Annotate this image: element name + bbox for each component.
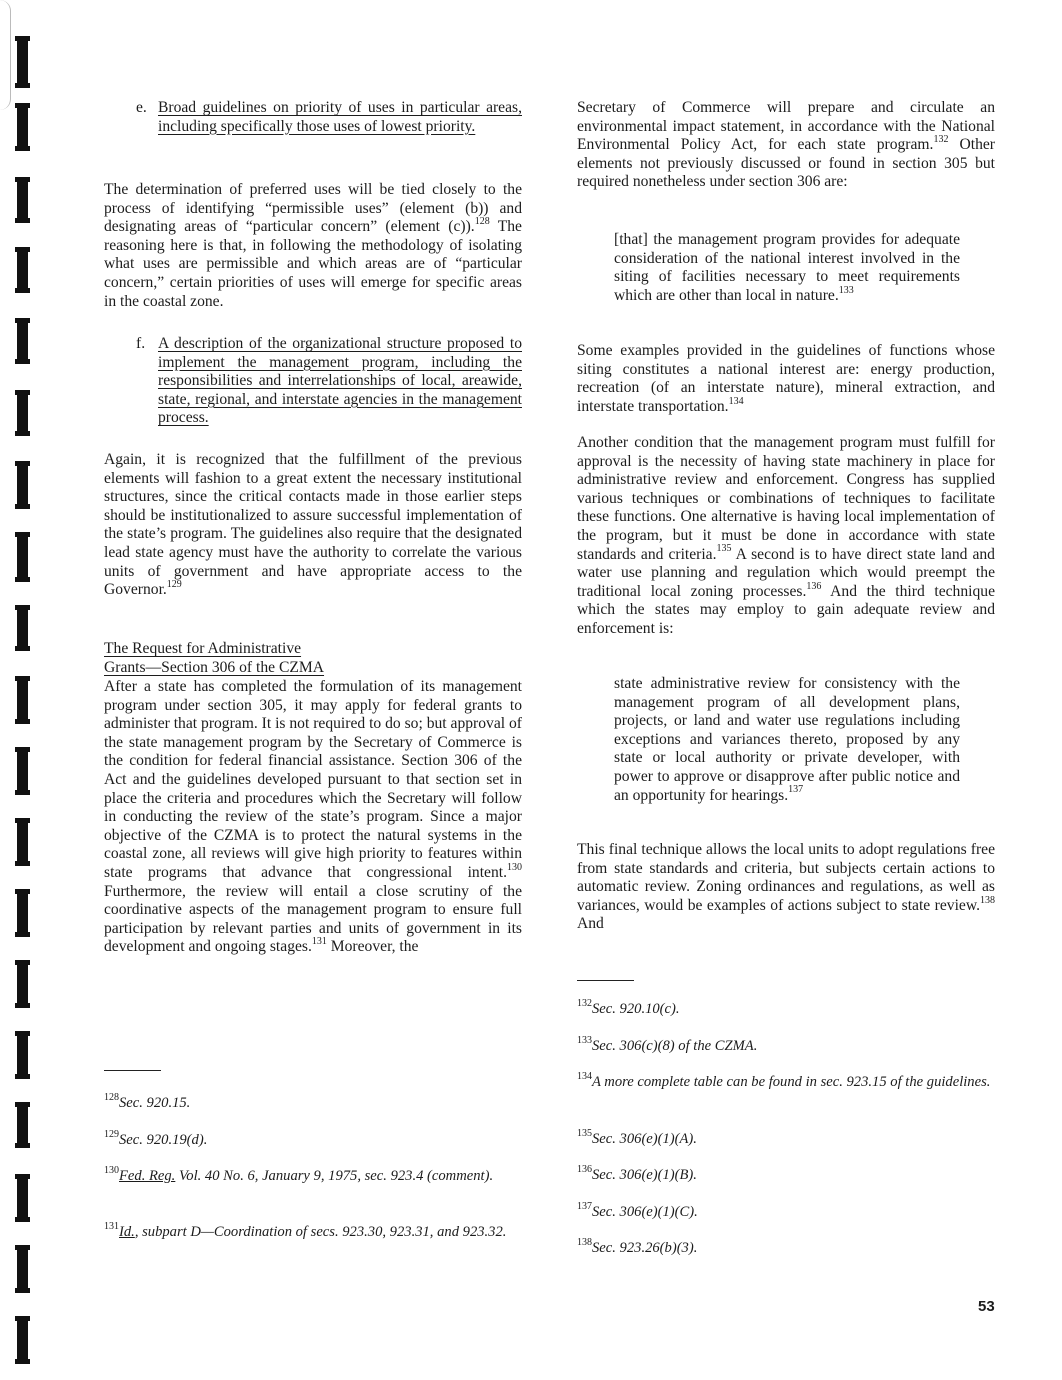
list-item-text: A description of the organizational structure proposed to implement the management program, including the responsibilities and interrelationships of local, areawide, state, regional, and interstate agencies in the management process. — [158, 335, 522, 427]
footnote-ref: 128 — [474, 216, 490, 227]
binding-mark — [17, 747, 28, 795]
binding-mark — [17, 177, 28, 223]
binding-mark — [17, 889, 28, 937]
footnote-131: $^{131}$Id., subpart D—Coordination of secs. 923.30, 923.31, and 923.32. — [104, 1221, 507, 1240]
paragraph-secretary: Secretary of Commerce will prepare and circulate an environmental impact statement, in accordance with the National Environmental Policy Act, for each state program.$^{132}$ Other elements not previously discussed or found in section 305 but required nonetheless under section 306 are: — [577, 99, 995, 191]
footnote-ref: 133 — [838, 284, 854, 296]
footnote-132: $^{132}$Sec. 920.10(c). — [577, 998, 680, 1017]
list-item-label: e. — [136, 99, 147, 116]
binding-mark — [17, 390, 28, 436]
footnote-ref: 134 — [728, 395, 744, 407]
footnote-ref: 129 — [166, 578, 182, 590]
footnote-ref: 137 — [788, 784, 804, 796]
binding-mark — [17, 1245, 28, 1293]
page-number: 53 — [978, 1298, 995, 1315]
paragraph-final-technique: This final technique allows the local units to adopt regulations free from state standards and criteria, but subjects certain actions to automatic review. Zoning ordinances and regulations, as well as variances, would be examples of actions subject to state review.$^{138}$ And — [577, 841, 995, 933]
footnote-134: $^{134}$A more complete table can be found in sec. 923.15 of the guidelines. — [577, 1071, 991, 1090]
binding-mark — [17, 247, 28, 293]
paragraph-request-grants: After a state has completed the formulation of its management program under section 305, it may apply for federal grants to administer that program. It is not required to do so; but approval of the state management program by the Secretary of Commerce is the condition for federal financial assistance. Section 306 of the Act and the guidelines developed pursuant to that section set in place the criteria and procedures which the Secretary will follow in conducting the review of the state’s program. Since a major objective of the CZMA is to protect the natural systems in the coastal zone, all reviews will give high priority to features within state programs that advance that congressional intent.$^{130}$ Furthermore, the review will entail a close scrutiny of the coordinative aspects of the management program to ensure full participation by relevant parties and units of government in its development and ongoing stages.$^{131}$ Moreover, the — [104, 678, 522, 956]
list-item-text: Broad guidelines on priority of uses in particular areas, including specifically those uses of lowest priority. — [158, 99, 522, 135]
block-quote-state-review: state administrative review for consistency with the management program of all development plans, projects, or land and water use regulations including exceptions and variances thereto, proposed by any state or local authority or private developer, with power to approve or disapprove after public notice and an opportunity for hearings.$^{137}$ — [614, 675, 960, 804]
footnote-135: $^{135}$Sec. 306(e)(1)(A). — [577, 1128, 697, 1147]
footnote-separator — [577, 980, 634, 981]
footnote-136: $^{136}$Sec. 306(e)(1)(B). — [577, 1164, 697, 1183]
footnote-137: $^{137}$Sec. 306(e)(1)(C). — [577, 1201, 698, 1220]
footnote-ref: 136 — [806, 580, 822, 592]
block-quote-national-interest: [that] the management program provides for adequate consideration of the national interest involved in the siting of facilities necessary to meet requirements which are other than local in nature.$^{133}$ — [614, 231, 960, 304]
footnote-ref: 138 — [980, 894, 995, 906]
section-heading-line2: Grants—Section 306 of the CZMA — [104, 659, 325, 676]
page-edge-shadow — [0, 0, 11, 110]
footnote-129: $^{129}$Sec. 920.19(d). — [104, 1129, 208, 1148]
binding-mark — [17, 36, 28, 88]
binding-mark — [17, 605, 28, 651]
binding-mark — [17, 818, 28, 866]
footnote-130: $^{130}$Fed. Reg. Vol. 40 No. 6, January 9, 1975, sec. 923.4 (comment). — [104, 1165, 494, 1184]
footnote-ref: 132 — [933, 134, 949, 145]
binding-mark — [17, 1316, 28, 1364]
binding-mark — [17, 960, 28, 1008]
paragraph-review-enforcement: Another condition that the management program must fulfill for approval is the necessity of having state machinery in place for administrative review and enforcement. Congress has supplied various techniques or combinations of techniques to facilitate these functions. One alternative is having local implementation of the program, but it must be done in accordance with state standards and criteria.$^{135}$ A second is to have direct state land and water use planning and regulation which would preempt the traditional local zoning processes.$^{136}$ And the third technique which the states may employ to gain adequate review and enforcement is: — [577, 434, 995, 637]
paragraph-preferred-uses: The determination of preferred uses will be tied closely to the process of identifying “permissible uses” (element (b)) and designating areas of “particular concern” (element (c)).$^{128}$ The reasoning here is that, in following the methodology of isolating what uses are permissible and which areas are of “particular concern,” certain priorities of uses will emerge for specific areas in the coastal zone. — [104, 181, 522, 310]
section-heading-line1: The Request for Administrative — [104, 640, 302, 657]
footnote-138: $^{138}$Sec. 923.26(b)(3). — [577, 1237, 698, 1256]
binding-mark — [17, 1031, 28, 1079]
paragraph-siting-examples: Some examples provided in the guidelines of functions whose siting constitutes a national interest are: energy production, recreation (of an interstate nature), mineral extraction, and interstate transportation.$^{134}$ — [577, 342, 995, 415]
footnote-133: $^{133}$Sec. 306(c)(8) of the CZMA. — [577, 1035, 758, 1054]
footnote-ref: 131 — [311, 936, 327, 948]
footnote-separator — [104, 1070, 161, 1071]
list-item-label: f. — [136, 335, 146, 352]
footnote-ref: 130 — [507, 861, 522, 873]
paragraph-institutional: Again, it is recognized that the fulfillment of the previous elements will fashion to a great extent the necessary institutional structures, since the critical contacts made in those earlier steps should be institutionalized to assure successful implementation of the state’s program. The guidelines also require that the designated lead state agency must have the authority to correlate the various units of government and have appropriate access to the Governor.$^{129}$ — [104, 451, 522, 599]
binding-mark — [17, 1174, 28, 1222]
binding-mark — [17, 318, 28, 364]
binding-mark — [17, 103, 28, 151]
binding-mark — [17, 532, 28, 582]
binding-mark — [17, 1102, 28, 1148]
binding-mark — [17, 676, 28, 724]
binding-mark — [17, 461, 28, 509]
footnote-ref: 135 — [716, 543, 732, 555]
footnote-128: $^{128}$Sec. 920.15. — [104, 1092, 191, 1111]
